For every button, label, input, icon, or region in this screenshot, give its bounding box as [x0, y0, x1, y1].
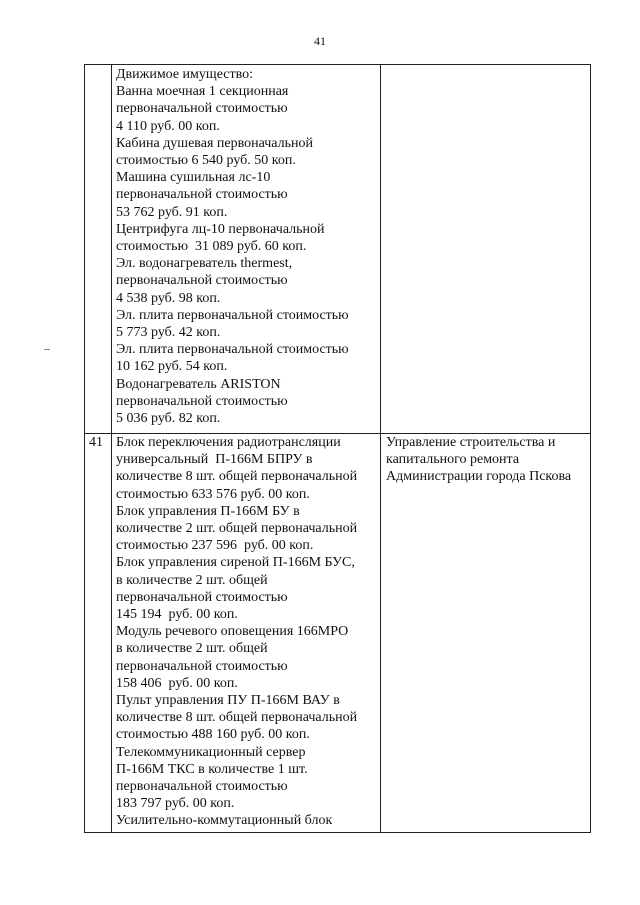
property-table — [84, 64, 591, 833]
description-line: П-166М ТКС в количестве 1 шт. — [116, 761, 308, 777]
description-line: Эл. водонагреватель thermest, — [116, 256, 293, 272]
description-line: Телекоммуникационный сервер — [116, 744, 306, 760]
description-line: Усилительно-коммутационный блок — [116, 813, 333, 829]
description-line: первоначальной стоимостью — [116, 273, 288, 289]
description-line: 158 406 руб. 00 коп. — [116, 675, 238, 691]
description-line: стоимостью 633 576 руб. 00 коп. — [116, 486, 310, 502]
description-line: Блок переключения радиотрансляции — [116, 435, 341, 450]
description-line: стоимостью 488 160 руб. 00 коп. — [116, 727, 310, 743]
description-line: Блок управления П-166М БУ в — [116, 503, 300, 519]
description-line: стоимостью 31 089 руб. 60 коп. — [116, 239, 307, 255]
page-number: 41 — [314, 34, 326, 48]
description-line: Эл. плита первоначальной стоимостью — [116, 342, 349, 358]
description-line: 5 773 руб. 42 коп. — [116, 325, 221, 341]
description-line: Блок управления сиреной П-166М БУС, — [116, 555, 355, 571]
description-cell — [112, 65, 381, 434]
description-line: Модуль речевого оповещения 166МРО — [116, 624, 349, 640]
description-line: стоимостью 6 540 руб. 50 коп. — [116, 153, 296, 169]
row-number-cell — [85, 434, 112, 833]
description-line: 5 036 руб. 82 коп. — [116, 411, 221, 427]
description-line: 53 762 руб. 91 коп. — [116, 204, 228, 220]
description-line: Ванна моечная 1 секционная — [116, 84, 289, 100]
description-line: Кабина душевая первоначальной — [116, 135, 313, 151]
description-line: в количестве 2 шт. общей — [116, 641, 268, 657]
description-line: количестве 8 шт. общей первоначальной — [116, 469, 358, 485]
description-line: первоначальной стоимостью — [116, 393, 288, 409]
description-line: в количестве 2 шт. общей — [116, 572, 268, 588]
description-line: первоначальной стоимостью — [116, 187, 288, 203]
description-line: первоначальной стоимостью — [116, 658, 288, 674]
organization-line: Управление строительства и — [386, 435, 556, 450]
description-line: Движимое имущество: — [116, 67, 253, 82]
table-row — [85, 65, 591, 434]
description-line: Эл. плита первоначальной стоимостью — [116, 307, 349, 323]
description-line: Пульт управления ПУ П-166М ВАУ в — [116, 693, 340, 709]
description-line: Водонагреватель ARISTON — [116, 376, 281, 392]
description-line: 4 538 руб. 98 коп. — [116, 290, 221, 306]
row-number-cell — [85, 65, 112, 434]
organization-line: капитального ремонта — [386, 452, 520, 468]
description-line: Машина сушильная лс-10 — [116, 170, 271, 186]
description-line: 4 110 руб. 00 коп. — [116, 118, 220, 134]
row-number: 41 — [89, 435, 103, 450]
table-row — [85, 434, 591, 833]
organization-cell — [381, 65, 591, 434]
description-line: количестве 2 шт. общей первоначальной — [116, 521, 358, 537]
description-line: универсальный П-166М БПРУ в — [116, 452, 313, 468]
description-line: первоначальной стоимостью — [116, 589, 288, 605]
description-line: Центрифуга лц-10 первоначальной — [116, 221, 325, 237]
description-line: стоимостью 237 596 руб. 00 коп. — [116, 538, 314, 554]
description-line: 145 194 руб. 00 коп. — [116, 607, 238, 623]
description-cell — [112, 434, 381, 833]
description-line: первоначальной стоимостью — [116, 101, 288, 117]
organization-cell — [381, 434, 591, 833]
margin-mark — [44, 349, 50, 350]
organization-line: Администрации города Пскова — [386, 469, 572, 485]
description-line: 10 162 руб. 54 коп. — [116, 359, 228, 375]
description-line: первоначальной стоимостью — [116, 779, 288, 795]
description-line: количестве 8 шт. общей первоначальной — [116, 710, 358, 726]
description-line: 183 797 руб. 00 коп. — [116, 796, 235, 812]
